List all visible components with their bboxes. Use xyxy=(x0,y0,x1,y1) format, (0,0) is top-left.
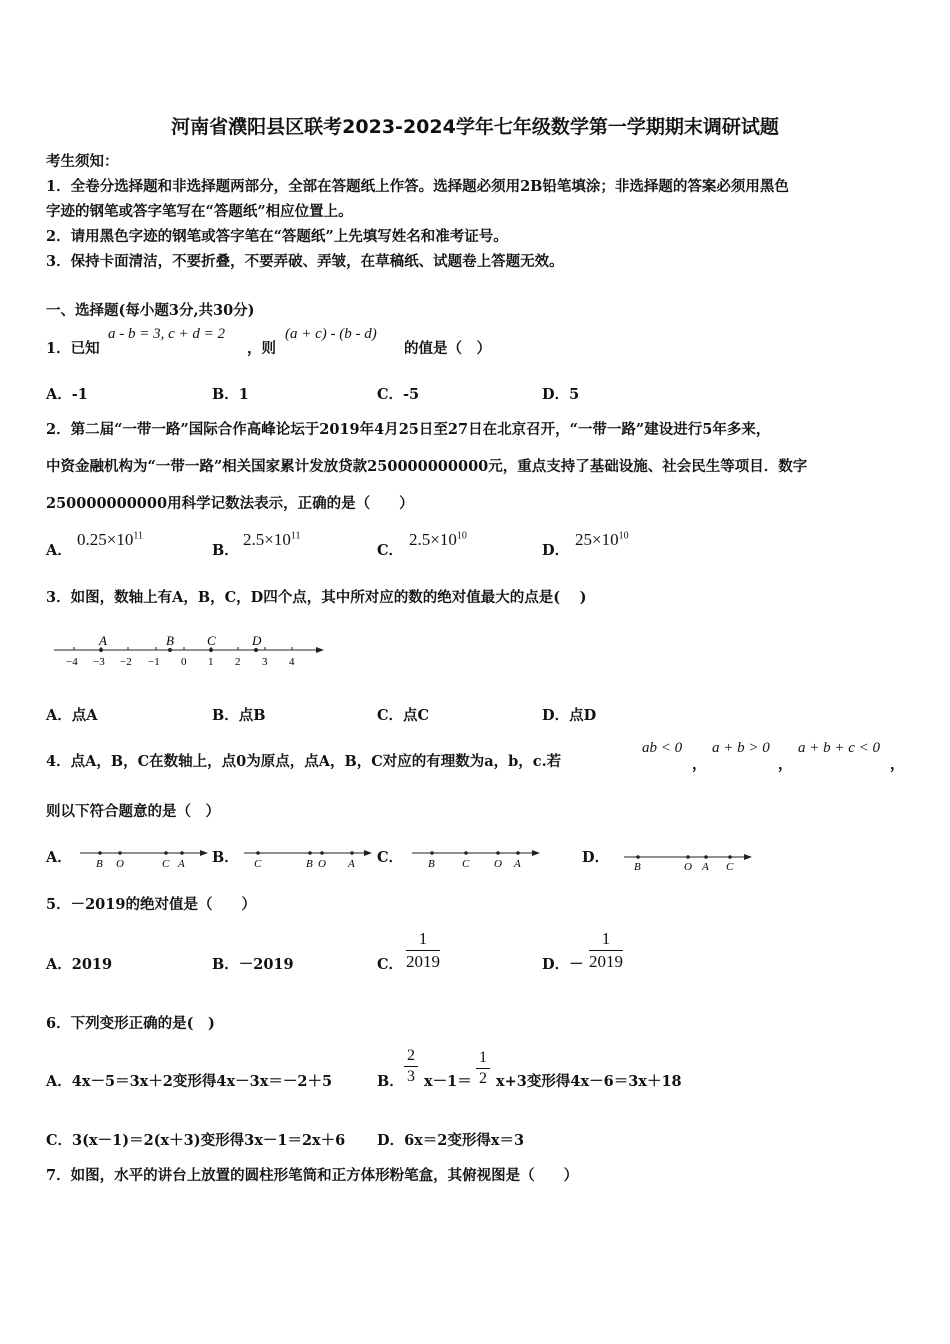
q4-option-a-line[interactable] xyxy=(76,844,210,870)
q4-a-label: O xyxy=(116,858,124,870)
q2-option-d-base: 25×10 xyxy=(575,530,619,549)
q4-comma-2: ， xyxy=(778,756,793,773)
q3-option-d[interactable]: D．点D xyxy=(542,707,597,724)
q3-point-b-label: B xyxy=(166,633,174,648)
q5-d-numerator: 1 xyxy=(589,929,623,951)
q1-option-d[interactable]: D．5 xyxy=(542,386,580,403)
q2-option-c-letter[interactable]: C． xyxy=(377,542,404,559)
q2-option-d-value[interactable] xyxy=(575,530,629,550)
q4-option-c-line[interactable] xyxy=(408,844,544,870)
page-title: 河南省濮阳县区联考2023-2024学年七年级数学第一学期期末调研试题 xyxy=(171,116,779,138)
q3-point-a-label: A xyxy=(99,633,107,648)
q6-b-frac1-denominator: 3 xyxy=(407,1068,415,1085)
q3-tick-label: 3 xyxy=(262,656,268,668)
q3-point-c-dot xyxy=(209,648,213,652)
q4-option-b-letter[interactable]: B． xyxy=(212,849,239,866)
q4-a-label: C xyxy=(162,858,170,870)
q5-option-d-letter[interactable]: D．－ xyxy=(542,956,584,973)
q3-number-line xyxy=(50,628,330,670)
notice-heading: 考生须知： xyxy=(46,153,119,170)
q3-point-b-dot xyxy=(168,648,172,652)
q3-point-d-label: D xyxy=(252,633,262,648)
q4-c-label: A xyxy=(514,858,521,870)
q1-formula-given: a - b = 3, c + d = 2 xyxy=(108,326,226,342)
q4-option-a-letter[interactable]: A． xyxy=(46,849,72,866)
q6-option-d[interactable]: D．6x＝2变形得x＝3 xyxy=(377,1132,525,1149)
q2-option-a-base: 0.25×10 xyxy=(77,530,134,549)
q6-b-frac2-numerator: 1 xyxy=(476,1049,490,1069)
q3-tick-label: 4 xyxy=(289,656,295,668)
q4-b-label: A xyxy=(348,858,355,870)
q4-d-label: A xyxy=(702,861,709,872)
q3-tick-label: −2 xyxy=(120,656,132,668)
q4-b-label: C xyxy=(254,858,262,870)
q3-tick-label: 0 xyxy=(181,656,187,668)
q7-stem: 7．如图，水平的讲台上放置的圆柱形笔筒和正方体形粉笔盒，其俯视图是（ ） xyxy=(46,1167,579,1184)
notice-line-3: 3．保持卡面清洁，不要折叠，不要弄破、弄皱，在草稿纸、试题卷上答题无效。 xyxy=(46,253,564,270)
q6-b-frac2-denominator: 2 xyxy=(479,1070,487,1087)
q5-option-a[interactable]: A．2019 xyxy=(46,956,113,973)
q4-option-d-line[interactable] xyxy=(620,846,756,872)
q4-condition-1: ab < 0 xyxy=(642,740,683,756)
q6-option-b-fraction-1 xyxy=(404,1047,418,1086)
q4-option-b-line[interactable] xyxy=(240,844,374,870)
q4-condition-2: a + b > 0 xyxy=(712,740,770,756)
q3-option-c[interactable]: C．点C xyxy=(377,707,430,724)
q4-stem: 4．点A，B，C在数轴上，点0为原点，点A，B，C对应的有理数为a，b，c.若 xyxy=(46,753,562,770)
q3-tick-label: −4 xyxy=(66,656,78,668)
q4-comma-3: ， xyxy=(890,756,905,773)
q6-option-c[interactable]: C．3(x－1)＝2(x＋3)变形得3x－1＝2x＋6 xyxy=(46,1132,346,1149)
q2-line-1: 2．第二届“一带一路”国际合作高峰论坛于2019年4月25日至27日在北京召开，“一带一路”建设进行5年多来， xyxy=(46,421,771,438)
q1-option-c[interactable]: C．-5 xyxy=(377,386,420,403)
q3-tick-label: −3 xyxy=(93,656,105,668)
q1-prefix: 1．已知 xyxy=(46,340,100,357)
q4-comma-1: ， xyxy=(692,756,707,773)
q3-point-d-dot xyxy=(254,648,258,652)
q2-option-c-base: 2.5×10 xyxy=(409,530,457,549)
q2-option-b-exp: 11 xyxy=(290,530,301,542)
q4-d-label: O xyxy=(684,861,692,872)
q4-condition-3: a + b + c < 0 xyxy=(798,740,881,756)
notice-line-1b: 字迹的钢笔或答字笔写在“答题纸”相应位置上。 xyxy=(46,203,353,220)
q4-b-label: O xyxy=(318,858,326,870)
q4-c-label: C xyxy=(462,858,470,870)
q3-tick-label: −1 xyxy=(148,656,160,668)
q2-option-d-letter[interactable]: D． xyxy=(542,542,570,559)
q2-option-a-value[interactable] xyxy=(77,530,143,550)
q2-option-b-base: 2.5×10 xyxy=(243,530,291,549)
q4-a-label: A xyxy=(178,858,185,870)
q4-a-label: B xyxy=(96,858,103,870)
q2-option-b-letter[interactable]: B． xyxy=(212,542,239,559)
q2-option-c-exp: 10 xyxy=(456,530,467,542)
q5-c-denominator: 2019 xyxy=(406,952,440,971)
q2-option-b-value[interactable] xyxy=(243,530,300,550)
q4-c-label: B xyxy=(428,858,435,870)
q4-line-2: 则以下符合题意的是（ ） xyxy=(46,803,220,820)
q6-option-b-letter[interactable]: B． xyxy=(377,1073,404,1090)
q4-d-label: C xyxy=(726,861,734,872)
q1-mid: ，则 xyxy=(247,340,276,357)
q2-option-a-letter[interactable]: A． xyxy=(46,542,72,559)
notice-line-1a: 1．全卷分选择题和非选择题两部分，全部在答题纸上作答。选择题必须用2B铅笔填涂；非选择题的答案必须用黑色 xyxy=(46,178,789,195)
q6-option-b-fraction-2 xyxy=(476,1049,490,1088)
q5-c-numerator: 1 xyxy=(406,929,440,951)
q2-option-d-exp: 10 xyxy=(618,530,629,542)
q3-option-a[interactable]: A．点A xyxy=(46,707,98,724)
q5-stem: 5．－2019的绝对值是（ ） xyxy=(46,896,256,913)
q6-option-b-mid[interactable]: x－1＝ xyxy=(424,1073,472,1090)
q3-tick-label: 1 xyxy=(208,656,214,668)
q4-d-label: B xyxy=(634,861,641,872)
q1-option-a[interactable]: A．-1 xyxy=(46,386,88,403)
q5-option-b[interactable]: B．－2019 xyxy=(212,956,294,973)
q6-option-a[interactable]: A．4x－5＝3x＋2变形得4x－3x＝－2＋5 xyxy=(46,1073,333,1090)
q1-suffix: 的值是（ ） xyxy=(404,340,491,357)
q6-option-b-rest[interactable]: x+3变形得4x－6＝3x＋18 xyxy=(496,1073,682,1090)
q2-option-a-exp: 11 xyxy=(133,530,143,542)
q4-option-d-letter[interactable]: D． xyxy=(582,849,610,866)
q6-b-frac1-numerator: 2 xyxy=(404,1047,418,1067)
q1-formula-expr: (a + c) - (b - d) xyxy=(285,326,377,342)
q4-b-label: B xyxy=(306,858,313,870)
q2-line-3: 250000000000用科学记数法表示，正确的是（ ） xyxy=(46,495,414,512)
q3-tick-label: 2 xyxy=(235,656,241,668)
q3-point-a-dot xyxy=(99,648,103,652)
q4-option-c-letter[interactable]: C． xyxy=(377,849,404,866)
q5-option-c-letter[interactable]: C． xyxy=(377,956,404,973)
notice-line-2: 2．请用黑色字迹的钢笔或答字笔在“答题纸”上先填写姓名和准考证号。 xyxy=(46,228,508,245)
q3-option-b[interactable]: B．点B xyxy=(212,707,266,724)
q5-option-d-fraction[interactable] xyxy=(589,929,623,972)
q3-stem: 3．如图，数轴上有A，B，C，D四个点，其中所对应的数的绝对值最大的点是( ) xyxy=(46,589,587,606)
q3-point-c-label: C xyxy=(207,633,216,648)
section-heading: 一、选择题(每小题3分,共30分) xyxy=(46,302,255,319)
q5-d-denominator: 2019 xyxy=(589,952,623,971)
q2-line-2: 中资金融机构为“一带一路”相关国家累计发放贷款250000000000元，重点支持了基础设施、社会民生等项目．数字 xyxy=(46,458,808,475)
q4-c-label: O xyxy=(494,858,502,870)
q6-stem: 6．下列变形正确的是( ) xyxy=(46,1015,215,1032)
q2-option-c-value[interactable] xyxy=(409,530,467,550)
q5-option-c-fraction[interactable] xyxy=(406,929,440,972)
q1-option-b[interactable]: B．1 xyxy=(212,386,249,403)
